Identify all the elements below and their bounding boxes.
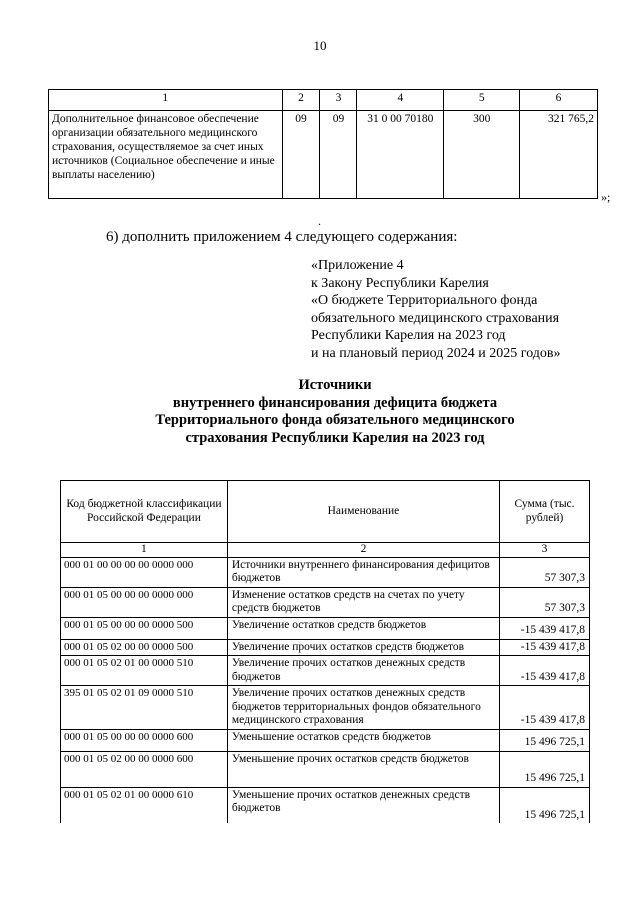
title-line: Территориального фонда обязательного медицинского xyxy=(155,412,515,428)
row-sum: 15 496 725,1 xyxy=(500,787,590,823)
col-number: 2 xyxy=(227,543,499,558)
row-sum: -15 439 417,8 xyxy=(500,617,590,639)
col-header: 2 xyxy=(282,90,320,111)
table-row xyxy=(61,751,590,787)
table-row xyxy=(61,729,590,751)
row-code: 000 01 05 02 00 00 0000 500 xyxy=(61,639,228,656)
appendix-line: «Приложение 4 xyxy=(311,258,404,273)
table-row xyxy=(61,617,590,639)
row-sum: -15 439 417,8 xyxy=(500,639,590,656)
appendix-line: и на плановый период 2024 и 2025 годов» xyxy=(311,345,561,361)
row-sum: -15 439 417,8 xyxy=(500,686,590,730)
row-subsection: 09 xyxy=(320,111,357,199)
table-row xyxy=(49,111,598,199)
table-header-row xyxy=(61,481,590,543)
page-number: 10 xyxy=(313,38,327,53)
column-number-row xyxy=(61,543,590,558)
table-header-row xyxy=(49,90,598,111)
col-header: 3 xyxy=(320,90,357,111)
table-row xyxy=(61,656,590,686)
amendment-text: 6) дополнить приложением 4 следующего содержания: xyxy=(106,229,458,245)
row-code: 000 01 05 02 01 00 0000 610 xyxy=(61,787,228,823)
col-header: 4 xyxy=(357,90,444,111)
row-name: Увеличение прочих остатков денежных средств бюджетов xyxy=(227,656,499,686)
col-number: 1 xyxy=(61,543,228,558)
appendix-line: обязательного медицинского страхования xyxy=(311,310,560,326)
header-code: Код бюджетной классификации Российской Федерации xyxy=(61,481,228,543)
table-row xyxy=(61,587,590,617)
title-line: внутреннего финансирования дефицита бюджета xyxy=(172,394,498,411)
row-name: Дополнительное финансовое обеспечение организации обязательного медицинского страхования, осуществляемое за счет иных источников (Социальное обеспечение и иные выплаты населению) xyxy=(49,111,283,199)
title-line: страхования Республики Карелия на 2023 год xyxy=(185,429,485,446)
row-sum: 15 496 725,1 xyxy=(500,729,590,751)
appendix-header xyxy=(311,257,561,362)
row-name: Источники внутреннего финансирования дефицитов бюджетов xyxy=(227,557,499,587)
header-sum: Сумма (тыс. рублей) xyxy=(500,481,590,543)
row-name: Увеличение остатков средств бюджетов xyxy=(227,617,499,639)
stray-dot: . xyxy=(318,214,321,228)
row-amount: 321 765,2 xyxy=(520,111,598,199)
row-sum: -15 439 417,8 xyxy=(500,656,590,686)
row-target-article: 31 0 00 70180 xyxy=(357,111,444,199)
appendix-line: Республики Карелия на 2023 год xyxy=(311,328,506,343)
row-name: Изменение остатков средств на счетах по учету средств бюджетов xyxy=(227,587,499,617)
col-number: 3 xyxy=(500,543,590,558)
row-name: Уменьшение остатков средств бюджетов xyxy=(227,729,499,751)
row-sum: 57 307,3 xyxy=(500,587,590,617)
row-section: 09 xyxy=(282,111,320,199)
row-code: 000 01 05 00 00 00 0000 500 xyxy=(61,617,228,639)
row-name: Уменьшение прочих остатков денежных средств бюджетов xyxy=(227,787,499,823)
table-row xyxy=(61,557,590,587)
row-name: Увеличение прочих остатков денежных средств бюджетов территориальных фондов обязательного медицинского страхования xyxy=(227,686,499,730)
col-header: 6 xyxy=(520,90,598,111)
header-name: Наименование xyxy=(227,481,499,543)
row-name: Увеличение прочих остатков средств бюджетов xyxy=(227,639,499,656)
closing-quote: »; xyxy=(601,190,611,204)
row-sum: 57 307,3 xyxy=(500,557,590,587)
row-code: 000 01 05 00 00 00 0000 600 xyxy=(61,729,228,751)
row-code: 000 01 05 00 00 00 0000 000 xyxy=(61,587,228,617)
col-header: 5 xyxy=(444,90,520,111)
row-code: 000 01 05 02 01 00 0000 510 xyxy=(61,656,228,686)
row-code: 000 01 00 00 00 00 0000 000 xyxy=(61,557,228,587)
col-header: 1 xyxy=(49,90,283,111)
title-line: Источники xyxy=(298,377,372,393)
row-name: Уменьшение прочих остатков средств бюджетов xyxy=(227,751,499,787)
sources-table xyxy=(60,480,590,823)
appendix-line: к Закону Республики Карелия xyxy=(311,275,489,291)
appendix-line: «О бюджете Территориального фонда xyxy=(311,293,538,308)
row-sum: 15 496 725,1 xyxy=(500,751,590,787)
continuation-table xyxy=(48,89,598,199)
table-row xyxy=(61,686,590,730)
table-row xyxy=(61,639,590,656)
row-code: 000 01 05 02 00 00 0000 600 xyxy=(61,751,228,787)
row-expense-type: 300 xyxy=(444,111,520,199)
document-title xyxy=(0,377,640,447)
table-row xyxy=(61,787,590,823)
row-code: 395 01 05 02 01 09 0000 510 xyxy=(61,686,228,730)
